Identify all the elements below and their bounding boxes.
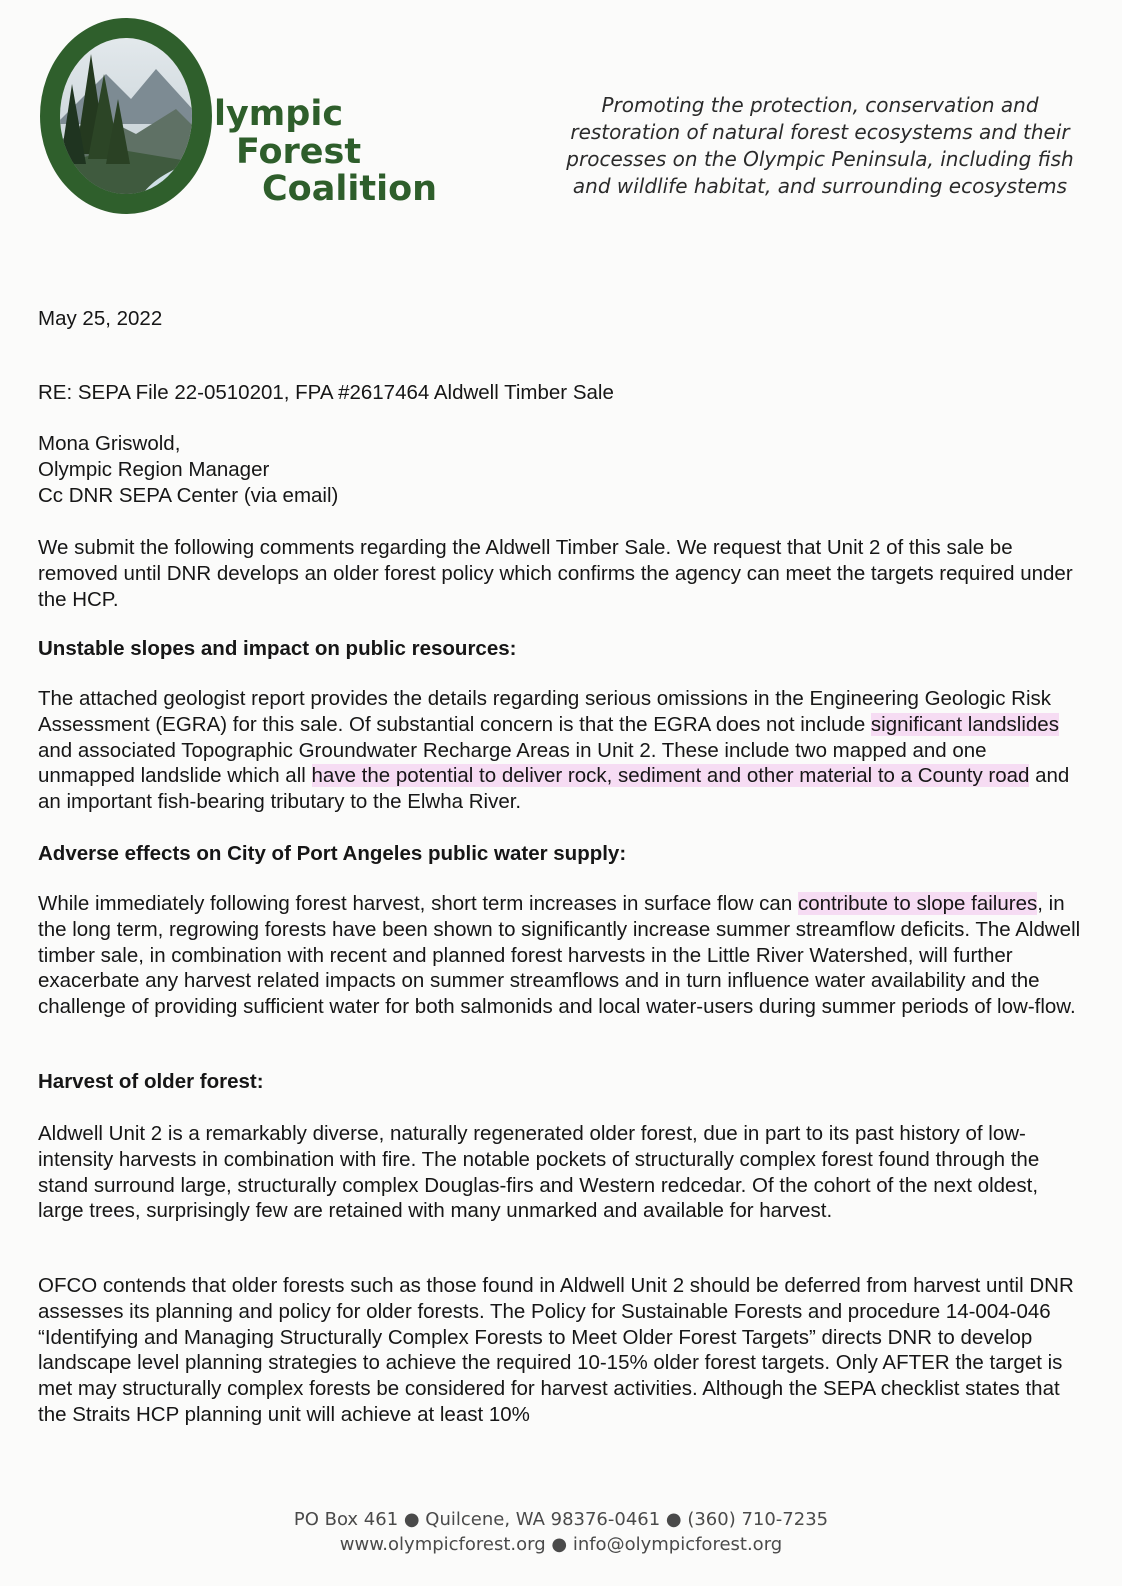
letter-date: May 25, 2022: [38, 307, 163, 330]
footer-address: PO Box 461 ● Quilcene, WA 98376-0461 ● (360) 710-7235: [293, 1509, 829, 1530]
footer-contact: www.olympicforest.org ● info@olympicforest.org: [339, 1534, 783, 1555]
older-forest-paragraph-1: Aldwell Unit 2 is a remarkably diverse, naturally regenerated older forest, due in part to its past history of low-intensity harvests in combination with fire. The notable pockets of structurally complex forest found through the stand surround large, structurally complex Douglas-firs and Western redcedar. Of the cohort of the next oldest, large trees, surprisingly few are retained with many unmarked and available for harvest.: [38, 1122, 1040, 1223]
recipient-name: Mona Griswold,: [38, 432, 181, 455]
recipient-block: [38, 431, 338, 508]
section-heading-water: Adverse effects on City of Port Angeles public water supply:: [38, 842, 627, 865]
slopes-paragraph: [38, 686, 1088, 815]
org-logo: [36, 14, 456, 224]
logo-text-line1: lympic: [214, 94, 344, 134]
recipient-cc: Cc DNR SEPA Center (via email): [38, 483, 339, 507]
letter-footer: [0, 1507, 1122, 1557]
logo-text-line2: Forest: [236, 132, 362, 172]
text-run: and an important fish-bearing tributary to the Elwha River.: [38, 764, 1070, 814]
section-heading-older-forest: Harvest of older forest:: [38, 1070, 264, 1093]
older-forest-paragraph-2: OFCO contends that older forests such as those found in Aldwell Unit 2 should be deferred from harvest until DNR assesses its planning and policy for older forests. The Policy for Sustainable Forests and procedure 14-004-046 “Identifying and Managing Structurally Complex Forests to Meet Older Forest Targets” directs DNR to develop landscape level planning strategies to achieve the required 10-15% older forest targets. Only AFTER the target is met may structurally complex forests be considered for harvest activities. Although the SEPA checklist states that the Straits HCP planning unit will achieve at least 10%: [38, 1274, 1074, 1426]
text-run: While immediately following forest harvest, short term increases in surface flow can: [38, 892, 798, 915]
section-heading-slopes: Unstable slopes and impact on public resources:: [38, 637, 517, 660]
org-tagline: Promoting the protection, conservation and restoration of natural forest ecosystems and their processes on the Olympic Peninsula, including fish and wildlife habitat, and surrounding ecosystems: [566, 93, 1074, 198]
logo-text-line3: Coalition: [262, 169, 438, 209]
logo-emblem: [36, 14, 236, 224]
highlight-landslides: significant landslides: [870, 712, 1059, 736]
recipient-title: Olympic Region Manager: [38, 457, 270, 481]
water-paragraph: [38, 891, 1088, 1020]
highlight-slope-failures: contribute to slope failures: [797, 892, 1038, 915]
text-run: , in the long term, regrowing forests have been shown to significantly increase summer streamflow deficits. The Aldwell timber sale, in combination with recent and planned forest harvests in the Little River Watershed, will further exacerbate any harvest related impacts on summer streamflows and in turn influence water availability and the challenge of providing sufficient water for both salmonids and local water-users during summer periods of low-flow.: [38, 892, 1081, 1019]
letter-subject: RE: SEPA File 22-0510201, FPA #2617464 Aldwell Timber Sale: [38, 381, 614, 404]
text-run: and associated Topographic Groundwater Recharge Areas in Unit 2. These include two mapped and one unmapped landslide which all: [38, 738, 987, 788]
intro-paragraph: We submit the following comments regarding the Aldwell Timber Sale. We request that Unit 2 of this sale be removed until DNR develops an older forest policy which confirms the agency can meet the targets required under the HCP.: [38, 536, 1073, 611]
highlight-deliver-material: have the potential to deliver rock, sediment and other material to a County road: [311, 764, 1030, 788]
text-run: The attached geologist report provides the details regarding serious omissions in the Engineering Geologic Risk Assessment (EGRA) for this sale. Of substantial concern is that the EGRA does not include: [38, 687, 1052, 736]
